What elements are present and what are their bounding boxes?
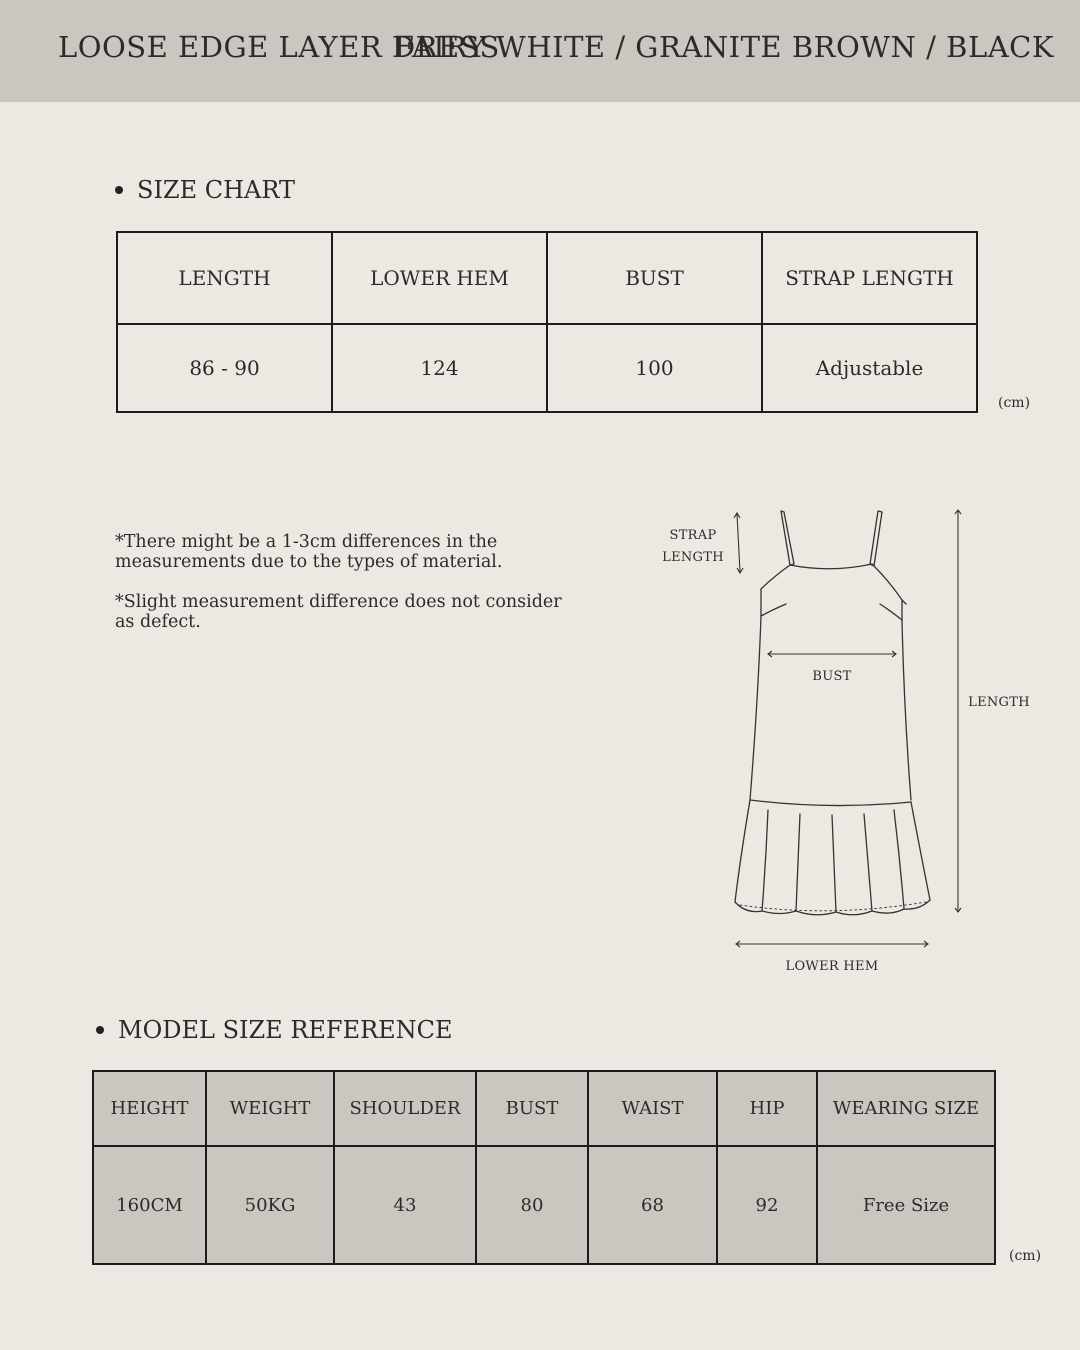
model-col-shoulder: SHOULDER	[334, 1071, 476, 1146]
model-size-heading	[96, 1016, 453, 1044]
model-val-hip: 92	[717, 1146, 817, 1264]
lower-hem-label: LOWER HEM	[785, 959, 879, 974]
size-col-lower-hem: LOWER HEM	[332, 232, 547, 324]
model-val-shoulder: 43	[334, 1146, 476, 1264]
size-chart-unit: (cm)	[998, 395, 1031, 411]
model-val-weight: 50KG	[206, 1146, 334, 1264]
model-col-bust: BUST	[476, 1071, 588, 1146]
size-col-length: LENGTH	[117, 232, 332, 324]
model-col-wearing-size: WEARING SIZE	[817, 1071, 995, 1146]
length-label: LENGTH	[968, 695, 1030, 710]
model-val-wearing-size: Free Size	[817, 1146, 995, 1264]
size-val-lower-hem: 124	[332, 324, 547, 412]
model-val-bust: 80	[476, 1146, 588, 1264]
size-val-bust: 100	[547, 324, 762, 412]
model-size-heading-text: MODEL SIZE REFERENCE	[118, 1016, 453, 1044]
bullet-icon	[115, 186, 123, 194]
size-val-strap-length: Adjustable	[762, 324, 977, 412]
model-col-waist: WAIST	[588, 1071, 717, 1146]
bullet-icon	[96, 1026, 104, 1034]
model-size-table	[92, 1070, 996, 1265]
measurement-notes	[115, 532, 585, 652]
note-not-defect: *Slight measurement difference does not consider as defect.	[115, 592, 562, 632]
size-chart-heading	[115, 176, 295, 204]
size-col-bust: BUST	[547, 232, 762, 324]
color-options: FAIRY WHITE / GRANITE BROWN / BLACK	[393, 30, 1054, 64]
model-col-hip: HIP	[717, 1071, 817, 1146]
model-size-unit: (cm)	[1009, 1248, 1042, 1264]
product-title: LOOSE EDGE LAYER DRESS	[58, 30, 500, 64]
model-val-waist: 68	[588, 1146, 717, 1264]
table-header-row	[93, 1071, 995, 1146]
size-chart-table	[116, 231, 978, 413]
model-val-height: 160CM	[93, 1146, 206, 1264]
header-bar	[0, 0, 1080, 102]
note-material-difference: *There might be a 1-3cm differences in the measurements due to the types of material.	[115, 532, 503, 572]
size-col-strap-length: STRAP LENGTH	[762, 232, 977, 324]
size-chart-heading-text: SIZE CHART	[137, 176, 296, 204]
dress-measurement-diagram	[640, 500, 1060, 990]
table-row	[117, 324, 977, 412]
model-col-height: HEIGHT	[93, 1071, 206, 1146]
dress-sketch-icon	[640, 500, 1060, 990]
strap-length-label	[657, 525, 729, 569]
table-row	[93, 1146, 995, 1264]
size-val-length: 86 - 90	[117, 324, 332, 412]
strap-label-line2: LENGTH	[662, 550, 724, 565]
bust-label: BUST	[812, 669, 852, 684]
model-col-weight: WEIGHT	[206, 1071, 334, 1146]
strap-label-line1: STRAP	[669, 528, 717, 543]
table-header-row	[117, 232, 977, 324]
